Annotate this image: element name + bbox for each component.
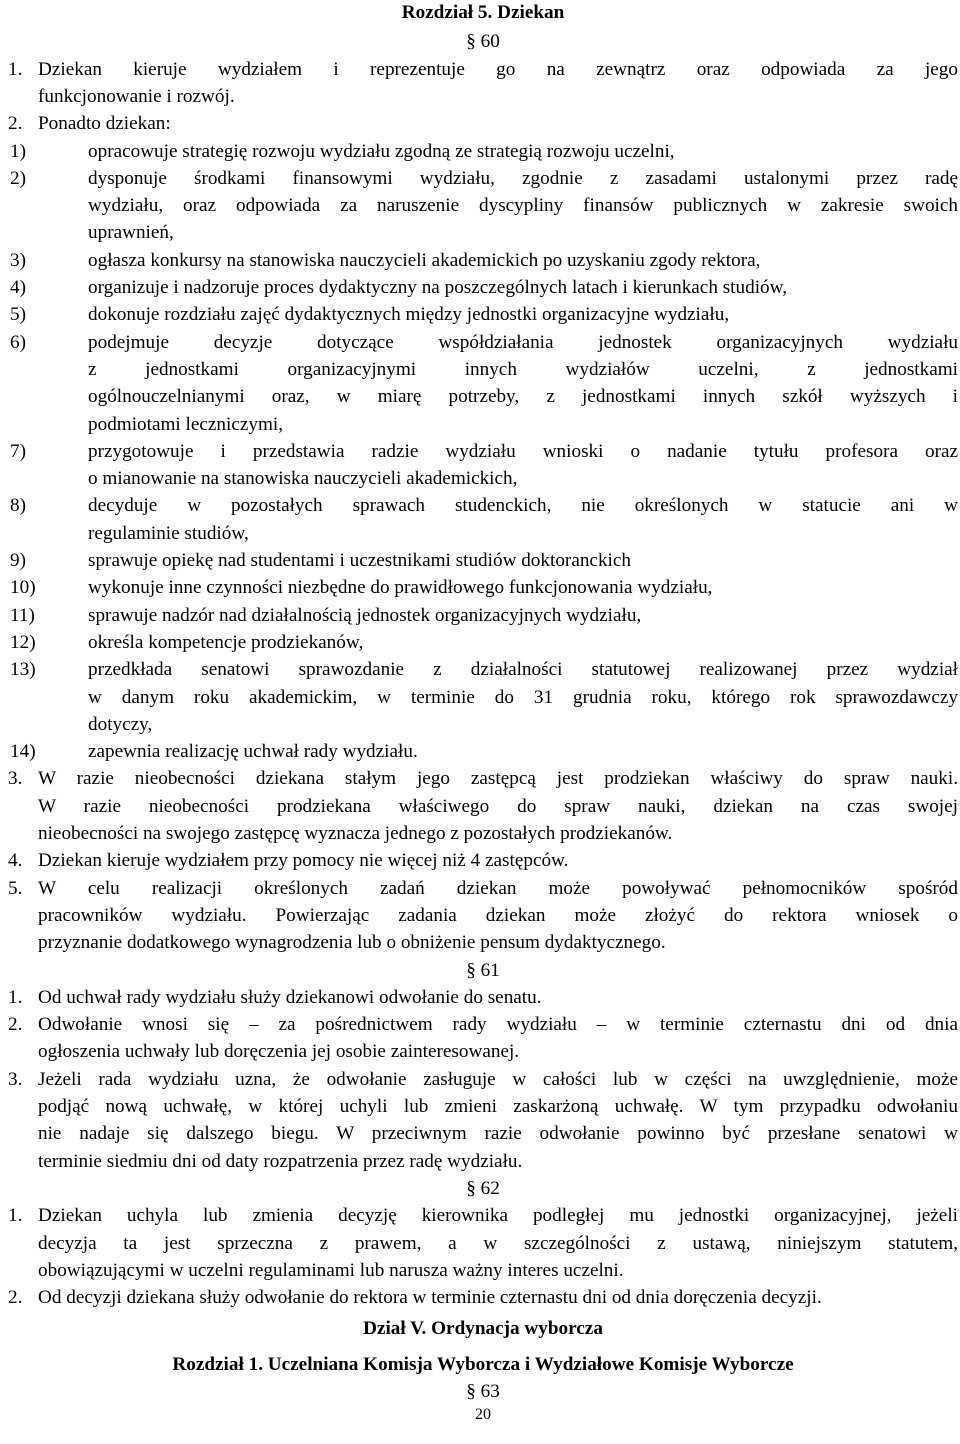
list-item-text-line: określa kompetencje prodziekanów, [88, 631, 364, 653]
paragraph-text-line: funkcjonowanie i rozwój. [38, 85, 235, 107]
list-item-text-line: uprawnień, [88, 222, 174, 244]
paragraph-text-line: nie nadaje się dalszego biegu. W przeciwnym razie odwołanie powinno być przesłane senatowi w [38, 1123, 958, 1145]
paragraph-text-line: ogłoszenia uchwały lub doręczenia jej osobie zainteresowanej. [38, 1041, 520, 1063]
paragraph-text-line: Dziekan kieruje wydziałem i reprezentuje go na zewnątrz oraz odpowiada za jego [38, 58, 958, 80]
list-item-text-line: ogłasza konkursy na stanowiska nauczycieli akademickich po uzyskaniu zgody rektora, [88, 249, 761, 271]
list-item-number: 6) [10, 331, 26, 353]
list-item-number: 9) [10, 550, 26, 571]
list-item-number: 8) [10, 495, 26, 517]
list-item-text-line: o mianowanie na stanowiska nauczycieli akademickich, [88, 468, 518, 490]
list-item-text-line: w danym roku akademickim, w terminie do 31 grudnia roku, którego rok sprawozdawczy [88, 686, 958, 708]
paragraph-number: 3. [8, 1068, 23, 1090]
paragraph-number: 3. [8, 768, 23, 790]
document-page [8, 0, 958, 1444]
list-item-number: 12) [10, 631, 36, 653]
list-item-text-line: zapewnia realizację uchwał rady wydziału. [88, 741, 418, 763]
paragraph-number: 5. [8, 877, 23, 899]
list-item-number: 14) [10, 741, 36, 763]
paragraph-sign: § 61 [466, 959, 500, 981]
list-item-text-line: decyduje w pozostałych sprawach studenckich, nie określonych w statucie ani w [88, 495, 958, 517]
list-item-text-line: dysponuje środkami finansowymi wydziału, zgodnie z zasadami ustalonymi przez radę [88, 167, 958, 189]
list-item-text-line: sprawuje opiekę nad studentami i uczestnikami studiów doktoranckich [88, 550, 631, 571]
paragraph-number: 2. [8, 1014, 23, 1036]
paragraph-text-line: decyzja ta jest sprzeczna z prawem, a w szczególności z ustawą, niniejszym statutem, [38, 1232, 958, 1254]
paragraph-sign: § 62 [466, 1177, 500, 1199]
list-item-number: 13) [10, 659, 36, 681]
list-item-text-line: opracowuje strategię rozwoju wydziału zgodną ze strategią rozwoju uczelni, [88, 140, 675, 162]
list-item-number: 11) [10, 604, 35, 626]
paragraph-text-line: Od uchwał rady wydziału służy dziekanowi odwołanie do senatu. [38, 986, 542, 1008]
paragraph-number: 1. [8, 1205, 23, 1227]
paragraph-text-line: W razie nieobecności prodziekana właściwego do spraw nauki, dziekan na czas swojej [38, 795, 958, 817]
paragraph-number: 2. [8, 1287, 23, 1309]
paragraph-text-line: przyznanie dodatkowego wynagrodzenia lub o obniżenie pensum dydaktycznego. [38, 932, 666, 954]
paragraph-number: 1. [8, 986, 23, 1008]
paragraph-text-line: Jeżeli rada wydziału uzna, że odwołanie zasługuje w całości lub w części na uwzględnienie, może [38, 1068, 958, 1090]
list-item-text-line: wydziału, oraz odpowiada za naruszenie dyscypliny finansów publicznych w zakresie swoich [88, 195, 958, 217]
paragraph-text-line: W celu realizacji określonych zadań dziekan może powoływać pełnomocników spośród [38, 877, 958, 899]
paragraph-text-line: Od decyzji dziekana służy odwołanie do rektora w terminie czternastu dni od dnia doręczenia decyzji. [38, 1287, 822, 1309]
list-item-number: 7) [10, 440, 26, 462]
list-item-text-line: sprawuje nadzór nad działalnością jednostek organizacyjnych wydziału, [88, 604, 642, 626]
paragraph-text-line: Odwołanie wnosi się – za pośrednictwem rady wydziału – w terminie czternastu dni od dnia [38, 1014, 958, 1036]
paragraph-text-line: obowiązującymi w uczelni regulaminami lub narusza ważny interes uczelni. [38, 1259, 624, 1281]
list-item-text-line: regulaminie studiów, [88, 522, 249, 544]
chapter-title: Rozdział 5. Dziekan [401, 2, 565, 23]
page-number: 20 [475, 1406, 491, 1424]
part-title: Dział V. Ordynacja wyborcza [363, 1318, 603, 1340]
list-item-text-line: dotyczy, [88, 713, 153, 735]
paragraph-text-line: terminie siedmiu dni od daty rozpatrzenia przez radę wydziału. [38, 1150, 523, 1172]
paragraph-text-line: Dziekan kieruje wydziałem przy pomocy nie więcej niż 4 zastępców. [38, 850, 569, 872]
subchapter-title: Rozdział 1. Uczelniana Komisja Wyborcza i Wydziałowe Komisje Wyborcze [172, 1353, 794, 1375]
paragraph-sign: § 63 [466, 1381, 500, 1402]
list-item-number: 1) [10, 140, 26, 162]
paragraph-text-line: pracowników wydziału. Powierzając zadania dziekan może złożyć do rektora wniosek o [38, 904, 958, 926]
list-item-text-line: ogólnouczelnianymi oraz, w miarę potrzeby, z jednostkami innych szkół wyższych i [88, 386, 958, 408]
list-item-number: 10) [10, 577, 36, 599]
list-item-text-line: z jednostkami organizacyjnymi innych wydziałów uczelni, z jednostkami [88, 358, 958, 380]
list-item-text-line: wykonuje inne czynności niezbędne do prawidłowego funkcjonowania wydziału, [88, 577, 713, 599]
list-item-number: 4) [10, 277, 26, 298]
list-item-text-line: przedkłada senatowi sprawozdanie z działalności statutowej realizowanej przez wydział [88, 659, 958, 681]
list-item-text-line: organizuje i nadzoruje proces dydaktyczny na poszczególnych latach i kierunkach studiów, [88, 277, 788, 298]
paragraph-sign: § 60 [466, 31, 500, 53]
paragraph-text-line: nieobecności na swojego zastępcę wyznacza jednego z pozostałych prodziekanów. [38, 823, 673, 844]
paragraph-text-line: W razie nieobecności dziekana stałym jego zastępcą jest prodziekan właściwy do spraw nauki. [38, 768, 958, 790]
list-item-text-line: dokonuje rozdziału zajęć dydaktycznych między jednostki organizacyjne wydziału, [88, 304, 730, 326]
list-item-text-line: podmiotami leczniczymi, [88, 413, 284, 435]
paragraph-text-line: Ponadto dziekan: [38, 113, 171, 135]
list-item-text-line: podejmuje decyzje dotyczące współdziałania jednostek organizacyjnych wydziału [88, 331, 958, 353]
list-item-number: 3) [10, 249, 26, 271]
paragraph-number: 4. [8, 850, 23, 872]
list-item-text-line: przygotowuje i przedstawia radzie wydziału wnioski o nadanie tytułu profesora oraz [88, 440, 958, 462]
list-item-number: 2) [10, 167, 26, 189]
paragraph-text-line: podjąć nową uchwałę, w której uchyli lub zmieni zaskarżoną uchwałę. W tym przypadku odwołaniu [38, 1096, 958, 1117]
paragraph-number: 2. [8, 113, 23, 135]
list-item-number: 5) [10, 304, 26, 326]
paragraph-number: 1. [8, 58, 23, 80]
paragraph-text-line: Dziekan uchyla lub zmienia decyzję kierownika podległej mu jednostki organizacyjnej, jeżeli [38, 1205, 958, 1227]
